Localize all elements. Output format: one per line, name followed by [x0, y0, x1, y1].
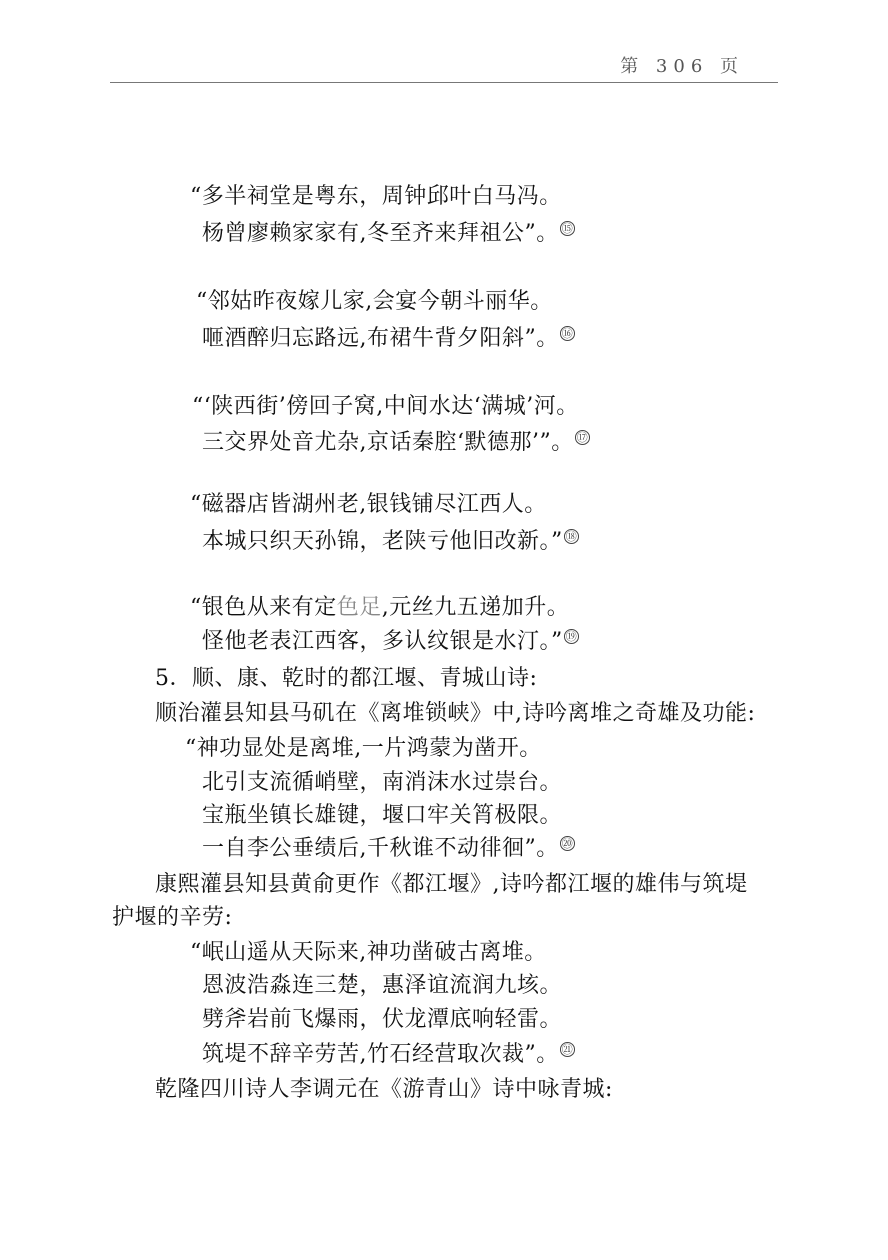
poem-line-text: 咂酒醉归忘路远,布裙牛背夕阳斜”。 — [202, 326, 559, 351]
poem-line: 劈斧岩前飞爆雨，伏龙潭底响轻雷。 — [202, 1007, 563, 1032]
body-paragraph-line: 护堰的辛劳: — [112, 905, 233, 930]
section-heading: 5．顺、康、乾时的都江堰、青城山诗: — [155, 666, 538, 691]
poem-line: “磁器店皆湖州老,银钱铺尽江西人。 — [190, 492, 547, 517]
poem-line-text: 怪他老表江西客，多认纹银是水汀。” — [202, 629, 563, 654]
poem-line-text: 杨曾廖赖家家有,冬至齐来拜祖公”。 — [202, 221, 559, 246]
footnote-marker: ㉑ — [561, 1042, 574, 1056]
footnote-marker: ⑱ — [565, 529, 578, 543]
poem-line — [202, 834, 575, 864]
poem-line: 宝瓶坐镇长雄键，堰口牢关筲极限。 — [202, 803, 563, 828]
poem-line — [202, 1040, 575, 1070]
poem-line — [202, 428, 590, 458]
poem-line: “多半祠堂是粤东，周钟邱叶白马冯。 — [190, 184, 562, 209]
poem-line — [202, 527, 579, 557]
poem-line — [190, 593, 569, 623]
poem-line: “岷山遥从天际来,神功凿破古离堆。 — [190, 940, 547, 965]
body-paragraph-line: 康熙灌县知县黄俞更作《都江堰》,诗吟都江堰的雄伟与筑堤 — [155, 872, 748, 897]
body-paragraph-line: 乾隆四川诗人李调元在《游青山》诗中咏青城: — [155, 1077, 613, 1102]
footnote-marker: ⑰ — [576, 430, 589, 444]
poem-line — [202, 219, 575, 249]
poem-line: 恩波浩淼连三楚，惠泽谊流润九垓。 — [202, 973, 563, 998]
rare-character: 色足 — [336, 595, 382, 620]
poem-line: “邻姑昨夜嫁儿家,会宴今朝斗丽华。 — [196, 289, 553, 314]
footnote-marker: ⑮ — [561, 221, 574, 235]
poem-line: 北引支流循峭壁，南消沫水过崇台。 — [202, 770, 563, 795]
poem-line-text: 本城只织天孙锦，老陕亏他旧改新。” — [202, 529, 563, 554]
poem-line-text: 筑堤不辞辛劳苦,竹石经营取次裁”。 — [202, 1042, 559, 1067]
poem-line-text: 一自李公垂绩后,千秋谁不动徘徊”。 — [202, 836, 559, 861]
footnote-marker: ⑯ — [561, 326, 574, 340]
page-number: 第 306 页 — [620, 56, 744, 77]
poem-line-text: ,元丝九五递加升。 — [381, 595, 570, 620]
poem-line-text: “银色从来有定 — [190, 595, 337, 620]
poem-line: “神功显处是离堆,一片鸿蒙为凿开。 — [185, 736, 542, 761]
poem-line — [202, 627, 579, 657]
poem-line — [202, 324, 575, 354]
footnote-marker: ⑲ — [565, 629, 578, 643]
poem-line: “‘陕西街’傍回子窝,中间水达‘满城’河。 — [192, 394, 579, 419]
body-paragraph-line: 顺治灌县知县马矶在《离堆锁峡》中,诗吟离堆之奇雄及功能: — [155, 701, 756, 726]
footnote-marker: ⑳ — [561, 836, 574, 850]
poem-line-text: 三交界处音尤杂,京话秦腔‘默德那’”。 — [202, 430, 574, 455]
